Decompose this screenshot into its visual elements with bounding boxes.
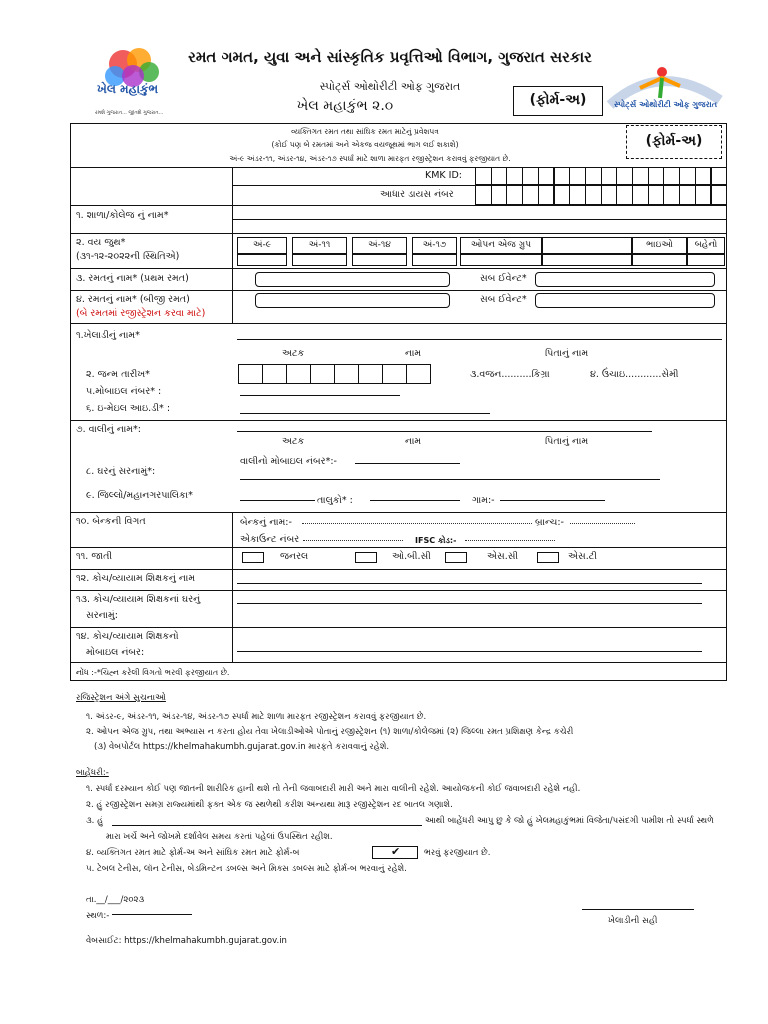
declaration-item-3b: આથી બાહેંધરી આપુ છુ કે જો હું ખેલમહાકુંભમાં વિજેતા/પસંદગી પામીશ તો સ્પર્ધા સ્થળે	[425, 816, 714, 826]
digit-box[interactable]	[475, 167, 492, 185]
digit-box[interactable]	[334, 364, 359, 384]
sports-authority-logo	[600, 50, 730, 122]
parent-father-label: પિતાનું નામ	[545, 436, 589, 447]
digit-box[interactable]	[310, 364, 335, 384]
digit-box[interactable]	[711, 167, 728, 185]
khel-mahakumbh-logo	[95, 42, 175, 120]
gender-check-boys[interactable]	[632, 254, 687, 266]
branch-label: બ્રાન્ચ:-	[535, 517, 564, 528]
player-father-label: પિતાનું નામ	[545, 348, 589, 359]
school-label: ૧. શાળા/કોલેજ નું નામ*	[76, 210, 169, 221]
digit-box[interactable]	[538, 185, 555, 205]
bank-label: ૧૦. બેન્કની વિગત	[76, 516, 146, 527]
game1-sub-label: સબ ઈવેન્ટ*	[480, 273, 527, 284]
intro-line2: (કોઈ પણ બે રમતમાં અને એકજ વયજૂથમાં ભાગ લઈ શકાશે)	[271, 140, 459, 149]
age-check-u17[interactable]	[412, 254, 457, 266]
digit-box[interactable]	[286, 364, 311, 384]
village-input[interactable]	[500, 494, 605, 501]
age-option-u14[interactable]: અં-૧૪	[352, 237, 407, 254]
form-b-checkbox[interactable]	[372, 846, 418, 859]
digit-box[interactable]	[632, 167, 649, 185]
logo-left-tagline: રમશે ગુજરાત... જીતશે ગુજરાત...	[95, 110, 164, 116]
caste-general-label: જનરલ	[280, 551, 309, 562]
col-divider	[232, 268, 233, 323]
registration-item-3: (૩) વેબપોર્ટલ https://khelmahakumbh.gujarat.gov.in મારફતે કરાવવાનું રહેશે.	[94, 742, 390, 752]
digit-box[interactable]	[648, 167, 665, 185]
signature-label: ખેલાડીની સહી	[608, 916, 658, 926]
ifsc-label: IFSC કોડ:-	[415, 536, 457, 545]
digit-box[interactable]	[262, 364, 287, 384]
school-input-line[interactable]	[232, 219, 727, 220]
parent-mobile-input[interactable]	[355, 455, 460, 464]
age-option-open[interactable]: ઓપન એજ ગ્રુપ	[460, 237, 542, 254]
intro-line1: વ્યક્તિગત રમત તથા સાંઘિક રમત માટેનું પ્રવેશપત્ર	[291, 127, 439, 136]
caste-sc-checkbox[interactable]	[445, 552, 467, 563]
dob-label: ૨. જન્મ તારીખ*	[86, 369, 150, 380]
digit-box[interactable]	[601, 185, 618, 205]
digit-box[interactable]	[585, 167, 602, 185]
village-label: ગામ:-	[472, 495, 495, 506]
digit-box[interactable]	[554, 185, 571, 205]
caste-general-checkbox[interactable]	[242, 552, 264, 563]
digit-box[interactable]	[648, 185, 665, 205]
parent-name-input[interactable]	[237, 422, 652, 432]
row-divider	[70, 420, 727, 421]
digit-box[interactable]	[632, 185, 649, 205]
digit-box[interactable]	[506, 167, 523, 185]
age-option-u17[interactable]: અં-૧૭	[412, 237, 457, 254]
digit-box[interactable]	[569, 185, 586, 205]
parent-name-label: ૭. વાલીનું નામ*:	[76, 424, 141, 435]
branch-input[interactable]	[570, 515, 635, 524]
digit-box[interactable]	[616, 185, 633, 205]
col-divider	[232, 233, 233, 268]
row-divider	[70, 627, 727, 628]
digit-box[interactable]	[679, 167, 696, 185]
digit-box[interactable]	[601, 167, 618, 185]
digit-box[interactable]	[522, 185, 539, 205]
header-authority: સ્પોર્ટ્સ ઓથોરીટી ઓફ ગુજરાત	[319, 80, 461, 93]
digit-box[interactable]	[382, 364, 407, 384]
declaration-item-3c: મારા ખર્ચે અને જોખમે દર્શાવેલ સમય કરતાં પહેલાં ઉપસ્થિત રહીશ.	[106, 832, 333, 842]
place-input[interactable]	[112, 907, 192, 915]
row-divider	[70, 569, 727, 570]
age-option-u9[interactable]: અં-૯	[237, 237, 287, 254]
row-divider	[70, 512, 727, 513]
email-label: ૬. ઇ-મેઇલ આઇ.ડી* :	[86, 403, 171, 414]
header-event: ખેલ મહાકુંભ ૨.૦	[296, 98, 394, 114]
taluka-label: તાલુકો* :	[317, 495, 353, 506]
row-divider	[70, 590, 727, 591]
district-input[interactable]	[240, 494, 315, 501]
gender-girls[interactable]: બહેનો	[687, 237, 725, 254]
date-label: તા.__/___/૨૦૨૩	[86, 895, 145, 905]
bank-name-input[interactable]	[302, 515, 532, 524]
caste-st-label: એસ.ટી	[568, 551, 597, 562]
declaration-heading: બાહેંધરી:-	[76, 768, 109, 778]
digit-box[interactable]	[663, 167, 680, 185]
age-label: ૨. વય જુથ*	[76, 237, 126, 248]
coach-mobile-label: ૧૪. કોચ/વ્યાયામ શિક્ષકનો	[76, 631, 179, 642]
col-divider	[232, 512, 233, 662]
mobile-label: ૫.મોબાઇલ નંબર* :	[86, 386, 162, 397]
digit-box[interactable]	[491, 167, 508, 185]
height-label: ૪. ઉંચાઇ............સેમી	[590, 369, 679, 380]
address-label: ૮. ઘરનું સરનામું*:	[86, 466, 156, 477]
parent-surname-label: અટક	[282, 436, 305, 447]
digit-box[interactable]	[506, 185, 523, 205]
registration-heading: રજિસ્ટ્રેશન અંગે સુચનાઓ	[76, 693, 166, 703]
game2-label: ૪. રમતનું નામ* (બીજી રમત)	[76, 294, 190, 305]
age-check-u11[interactable]	[292, 254, 347, 266]
district-label: ૯. જિલ્લો/મહાનગરપાલિકા*	[86, 490, 193, 501]
digit-box[interactable]	[358, 364, 383, 384]
intro-line3: અં-૯ અંડર-૧૧, અંડર-૧૪, અંડર-૧૭ સ્પર્ધા માટે શાળા મારફત રજીસ્ટ્રેશન કરાવવું ફરજીયાત છે.	[229, 154, 511, 163]
age-check-u14[interactable]	[352, 254, 407, 266]
row-divider	[70, 662, 727, 663]
declaration-item-5: ૫. ટેબલ ટેનીસ, લૉન ટેનીસ, બેડમિન્ટન ડબલ્સ અને મિક્સ ડબલ્સ માટે ફોર્મ-બ ભરવાનું રહેશે.	[86, 864, 407, 874]
email-input[interactable]	[240, 407, 490, 414]
digit-box[interactable]	[538, 167, 555, 185]
weight-label: ૩.વજન..........કિગ્રા	[470, 369, 550, 380]
kmk-id-label: KMK ID:	[425, 170, 462, 181]
website-label: વેબસાઈટ: https://khelmahakumbh.gujarat.gov.in	[86, 936, 287, 946]
digit-box[interactable]	[491, 185, 508, 205]
bank-name-label: બેન્કનું નામ:-	[240, 517, 292, 528]
digit-box[interactable]	[554, 167, 571, 185]
row-divider	[70, 323, 727, 324]
digit-box[interactable]	[585, 185, 602, 205]
row-divider	[70, 547, 727, 548]
declaration-item-1: ૧. સ્પર્ધા દરમ્યાન કોઈ પણ જાતની શારીરિક હાની થશે તો તેની જવાબદારી મારી અને મારા વાલીની રહેશે. આયોજકની કોઈ જવાબદારી રહેશે નહી.	[86, 784, 581, 794]
digit-box[interactable]	[695, 167, 712, 185]
age-check-blank[interactable]	[542, 254, 632, 266]
footnote: નોંધ :-*ચિહ્ન કરેલી વિગતો ભરવી ફરજીયાત છે.	[76, 668, 230, 677]
registration-item-1: ૧. અંડર-૯, અંડર-૧૧, અંડર-૧૪, અંડર-૧૭ સ્પર્ધા માટે શાળા મારફત રજીસ્ટ્રેશન કરાવવું ફરજીયાત છે.	[86, 712, 427, 722]
coach-name-input[interactable]	[237, 572, 702, 584]
caste-st-checkbox[interactable]	[537, 552, 559, 563]
caste-label: ૧૧. જાતી	[76, 551, 113, 562]
coach-mobile-label-2: મોબાઇલ નંબર:	[86, 647, 145, 658]
place-label: સ્થળ:-	[86, 911, 110, 921]
ifsc-input[interactable]	[465, 532, 555, 541]
aadhar-label: આધાર ડાયસ નંબર	[380, 189, 454, 200]
declaration-name-input[interactable]	[112, 816, 422, 826]
game2-sub-label: સબ ઈવેન્ટ*	[480, 294, 527, 305]
caste-obc-checkbox[interactable]	[355, 552, 377, 563]
header-title: રમત ગમત, યુવા અને સાંસ્કૃતિક પ્રવૃત્તિઓ વિભાગ, ગુજરાત સરકાર	[188, 48, 592, 66]
digit-box[interactable]	[569, 167, 586, 185]
gender-check-girls[interactable]	[687, 254, 725, 266]
coach-address-label: ૧૩. કોચ/વ્યાયામ શિક્ષકનાં ઘરનું	[76, 594, 201, 605]
digit-box[interactable]	[406, 364, 431, 384]
player-name-input[interactable]	[237, 326, 722, 340]
logo-left-text: ખેલ મહાકુંભ	[97, 82, 159, 96]
declaration-item-4b: ભરવું ફરજીયાત છે.	[424, 848, 491, 858]
declaration-item-4: ૪. વ્યક્તિગત રમત માટે ફોર્મ-અ અને સાંઘિક રમત માટે ફોર્મ-બ	[86, 848, 300, 858]
game1-input[interactable]	[255, 272, 450, 287]
player-name-label: ૧.ખેલાડીનું નામ*	[76, 330, 140, 341]
game2-sub-input[interactable]	[535, 293, 715, 308]
parent-firstname-label: નામ	[405, 436, 422, 447]
game2-note: (બે રમતમાં રજીસ્ટ્રેશન કરવા માટે)	[76, 308, 206, 319]
digit-box[interactable]	[679, 185, 696, 205]
game1-label: ૩. રમતનું નામ* (પ્રથમ રમત)	[76, 273, 189, 284]
player-surname-label: અટક	[282, 348, 305, 359]
registration-item-2: ૨. ઓપન એજ ગ્રુપ, તથા અભ્યાસ ન કરતા હોય તેવા ખેલાડીઓએ પોતાનું રજીસ્ટ્રેશન (૧) શાળા/કોલેજમાં (૨) જિલ્લા રમત પ્રશિક્ષણ કેન્દ્ર કચેરી	[86, 727, 574, 737]
coach-address-input[interactable]	[237, 592, 702, 604]
row-divider	[70, 233, 727, 234]
player-firstname-label: નામ	[405, 348, 422, 359]
account-label: એકાઉન્ટ નંબર	[240, 534, 300, 545]
digit-box[interactable]	[238, 364, 263, 384]
game1-sub-input[interactable]	[535, 272, 715, 287]
age-option-u11[interactable]: અં-૧૧	[292, 237, 347, 254]
caste-obc-label: ઓ.બી.સી	[392, 551, 431, 562]
age-check-u9[interactable]	[237, 254, 287, 266]
coach-address-label-2: સરનામું:	[86, 610, 118, 621]
row-divider	[70, 268, 727, 269]
age-blank-box[interactable]	[542, 237, 632, 254]
row-divider	[70, 290, 727, 291]
signature-line[interactable]	[582, 902, 694, 910]
check-icon: ✔	[391, 845, 401, 858]
logo-right-text: સ્પોર્ટ્સ ઓથોરીટી ઓફ ગુજરાત	[614, 100, 718, 109]
account-input[interactable]	[303, 532, 403, 541]
digit-box[interactable]	[522, 167, 539, 185]
game2-input[interactable]	[255, 293, 450, 308]
coach-name-label: ૧૨. કોચ/વ્યાયામ શિક્ષકનું નામ	[76, 573, 196, 584]
form-label-box: (ફોર્મ-અ)	[626, 125, 722, 159]
coach-mobile-input[interactable]	[237, 642, 702, 652]
mobile-input[interactable]	[240, 390, 400, 396]
digit-box[interactable]	[475, 185, 492, 205]
parent-mobile-label: વાલીનો મોબાઇલ નંબર*:-	[240, 456, 337, 467]
digit-box[interactable]	[663, 185, 680, 205]
row-divider	[70, 205, 727, 206]
age-date-label: (૩૧-૧૨-૨૦૨૨ની સ્થિતિએ)	[76, 251, 180, 262]
taluka-input[interactable]	[370, 494, 460, 501]
digit-box[interactable]	[711, 185, 728, 205]
form-label-top: (ફોર્મ-અ)	[513, 86, 603, 116]
address-input[interactable]	[240, 467, 660, 480]
caste-sc-label: એસ.સી	[487, 551, 519, 562]
gender-boys[interactable]: ભાઇઓ	[632, 237, 687, 254]
digit-box[interactable]	[616, 167, 633, 185]
declaration-item-2: ૨. હું રજીસ્ટ્રેશન સમગ્ર રાજ્યમાંથી ફક્ત એક જ સ્થળેથી કરીશ અન્યથા મારૂ રજીસ્ટ્રેશન રદ બાતલ ગણાશે.	[86, 800, 453, 810]
age-check-open[interactable]	[460, 254, 542, 266]
digit-box[interactable]	[695, 185, 712, 205]
declaration-item-3: ૩. હું	[86, 816, 104, 826]
